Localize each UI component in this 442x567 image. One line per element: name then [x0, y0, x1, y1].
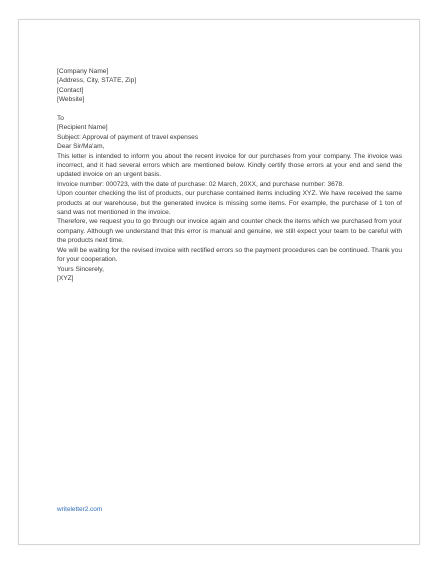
salutation: Dear Sir/Ma'am, [57, 143, 105, 151]
sender-website: [Website] [57, 96, 85, 104]
sender-contact: [Contact] [57, 86, 84, 94]
closing-block [57, 265, 402, 284]
valediction: Yours Sincerely, [57, 265, 104, 273]
signature: [XYZ] [57, 274, 74, 282]
paragraph-closing: We will be waiting for the revised invoice with rectified errors so the payment procedures can be continued. Thank you for your cooperation. [57, 246, 402, 264]
to-label: To [57, 115, 64, 123]
letter-page [18, 19, 420, 545]
footer-website-link[interactable]: writeletter2.com [57, 506, 103, 513]
subject-line: Subject: Approval of payment of travel expenses [57, 133, 199, 141]
paragraph-request: Therefore, we request you to go through our invoice again and counter check the items which we purchased from your company. Although we understand that this error is manual and genuine, we still expect your team to be careful with the products next time. [57, 218, 402, 245]
sender-address: [Address, City, STATE, Zip] [57, 77, 137, 85]
paragraph-counter-check: Upon counter checking the list of products, our purchase contained items including XYZ. We have received the same products at our warehouse, but the generated invoice is missing some items. For example, the purchase of 1 ton of sand was not mentioned in the invoice. [57, 190, 402, 217]
letter-body [57, 67, 402, 283]
sender-block [57, 67, 402, 105]
paragraph-invoice-details: Invoice number: 000723, with the date of purchase: 02 March, 20XX, and purchase number: 3678. [57, 180, 345, 188]
recipient-name: [Recipient Name] [57, 124, 108, 132]
paragraph-intro: This letter is intended to inform you about the recent invoice for our purchases from your company. The invoice was incorrect, and it had several errors which are mentioned below. Kindly certify those errors at your end and send the updated invoice on an urgent basis. [57, 152, 402, 179]
sender-company: [Company Name] [57, 68, 109, 75]
